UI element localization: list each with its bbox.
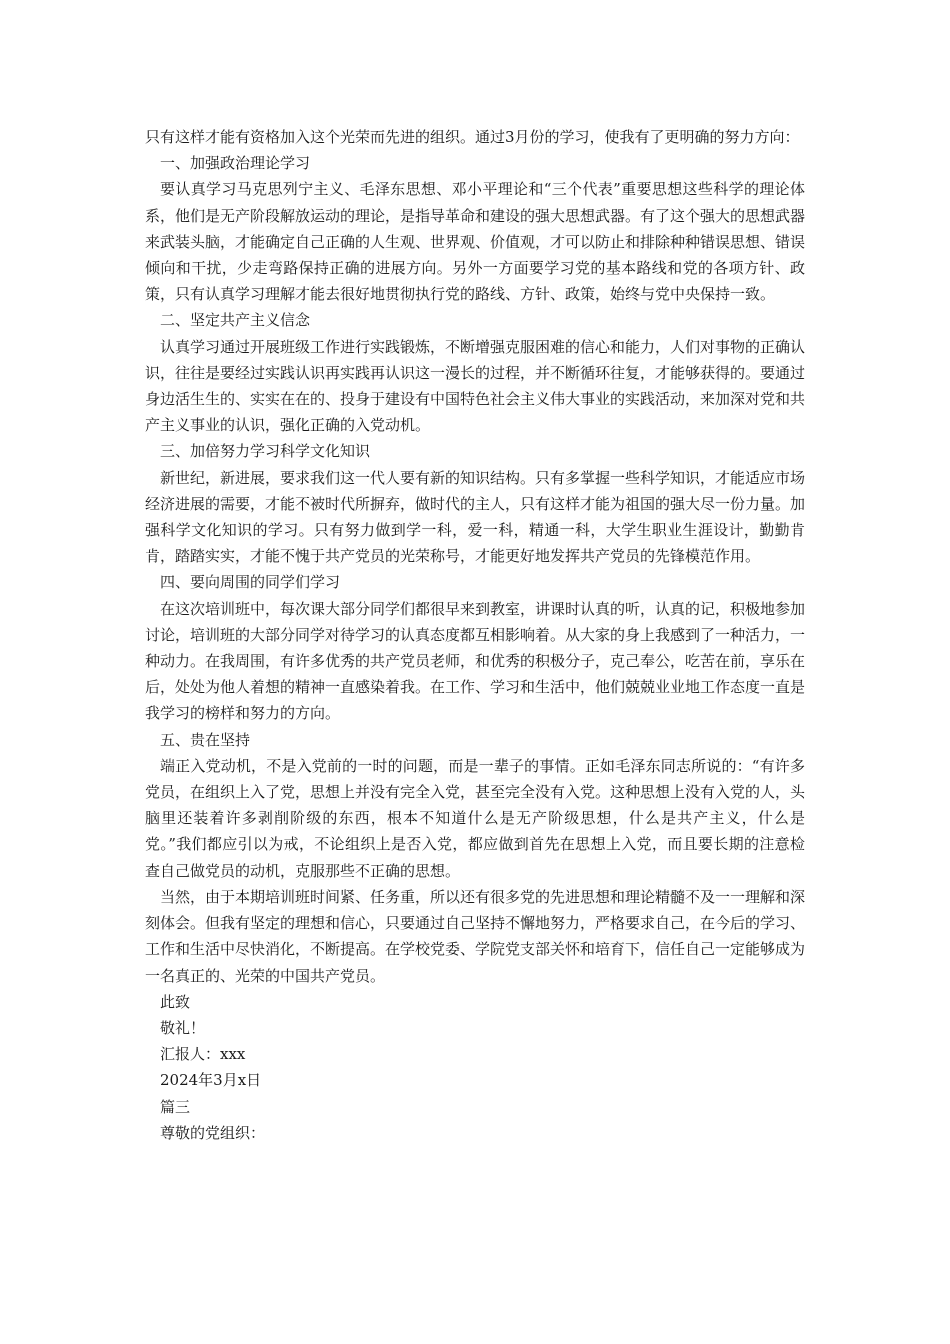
- section-body-2: 认真学习通过开展班级工作进行实践锻炼，不断增强克服困难的信心和能力，人们对事物的正确认识，往往是要经过实践认识再实践再认识这一漫长的过程，并不断循环往复，才能够获得的。要通过身边活生生的、实实在在的、投身于建设有中国特色社会主义伟大事业的实践活动，来加深对党和共产主义事业的认识，强化正确的入党动机。: [145, 337, 806, 435]
- date-line: 2024年3月x日: [160, 1071, 262, 1090]
- section-heading-4: 四、要向周围的同学们学习: [160, 573, 341, 592]
- section-body-3: 新世纪，新进展，要求我们这一代人要有新的知识结构。只有多掌握一些科学知识，才能适应市场经济进展的需要，才能不被时代所摒弃，做时代的主人，只有这样才能为祖国的强大尽一份力量。加强科学文化知识的学习。只有努力做到学一科，爱一科，精通一科，大学生职业生涯设计，勤勤肯肯，踏踏实实，才能不愧于共产党员的光荣称号，才能更好地发挥共产党员的先锋模范作用。: [145, 468, 806, 566]
- section-body-4: 在这次培训班中，每次课大部分同学们都很早来到教室，讲课时认真的听，认真的记，积极地参加讨论，培训班的大部分同学对待学习的认真态度都互相影响着。从大家的身上我感到了一种活力，一种动力。在我周围，有许多优秀的共产党员老师，和优秀的积极分子，克己奉公，吃苦在前，享乐在后，处处为他人着想的精神一直感染着我。在工作、学习和生活中，他们兢兢业业地工作态度一直是我学习的榜样和努力的方向。: [145, 599, 806, 723]
- section-body-1: 要认真学习马克思列宁主义、毛泽东思想、邓小平理论和“三个代表”重要思想这些科学的理论体系，他们是无产阶段解放运动的理论，是指导革命和建设的强大思想武器。有了这个强大的思想武器来武装头脑，才能确定自己正确的人生观、世界观、价值观，才可以防止和排除种种错误思想、错误倾向和干扰，少走弯路保持正确的进展方向。另外一方面要学习党的基本路线和党的各项方针、政策，只有认真学习理解才能去很好地贯彻执行党的路线、方针、政策，始终与党中央保持一致。: [145, 180, 806, 304]
- conclusion-paragraph: 当然，由于本期培训班时间紧、任务重，所以还有很多党的先进思想和理论精髓不及一一理解和深刻体会。但我有坚定的理想和信心，只要通过自己坚持不懈地努力，严格要求自己，在今后的学习、工作和生活中尽快消化，不断提高。在学校党委、学院党支部关怀和培育下，信任自己一定能够成为一名真正的、光荣的中国共产党员。: [145, 887, 806, 985]
- section-heading-1: 一、加强政治理论学习: [160, 154, 311, 173]
- section-heading-5: 五、贵在坚持: [160, 730, 251, 749]
- section-heading-2: 二、坚定共产主义信念: [160, 311, 311, 330]
- section-heading-3: 三、加倍努力学习科学文化知识: [160, 442, 371, 461]
- next-salutation: 尊敬的党组织：: [160, 1123, 266, 1142]
- next-section-title: 篇三: [160, 1097, 191, 1116]
- section-body-5: 端正入党动机，不是入党前的一时的问题，而是一辈子的事情。正如毛泽东同志所说的：“有许多党员，在组织上入了党，思想上并没有完全入党，甚至完全没有入党。这种思想上没有入党的人，头脑里还装着许多剥削阶级的东西，根本不知道什么是无产阶级思想，什么是共产主义，什么是党。”我们都应引以为戒，不论组织上是否入党，都应做到首先在思想上入党，而且要长期的注意检查自己做党员的动机，克服那些不正确的思想。: [145, 756, 806, 880]
- document-page: [145, 124, 805, 1146]
- reporter-line: 汇报人：xxx: [160, 1045, 246, 1064]
- closing-line-2: 敬礼！: [160, 1018, 206, 1037]
- intro-paragraph: 只有这样才能有资格加入这个光荣而先进的组织。通过3月份的学习，使我有了更明确的努力方向：: [145, 128, 800, 146]
- closing-line-1: 此致: [160, 992, 191, 1011]
